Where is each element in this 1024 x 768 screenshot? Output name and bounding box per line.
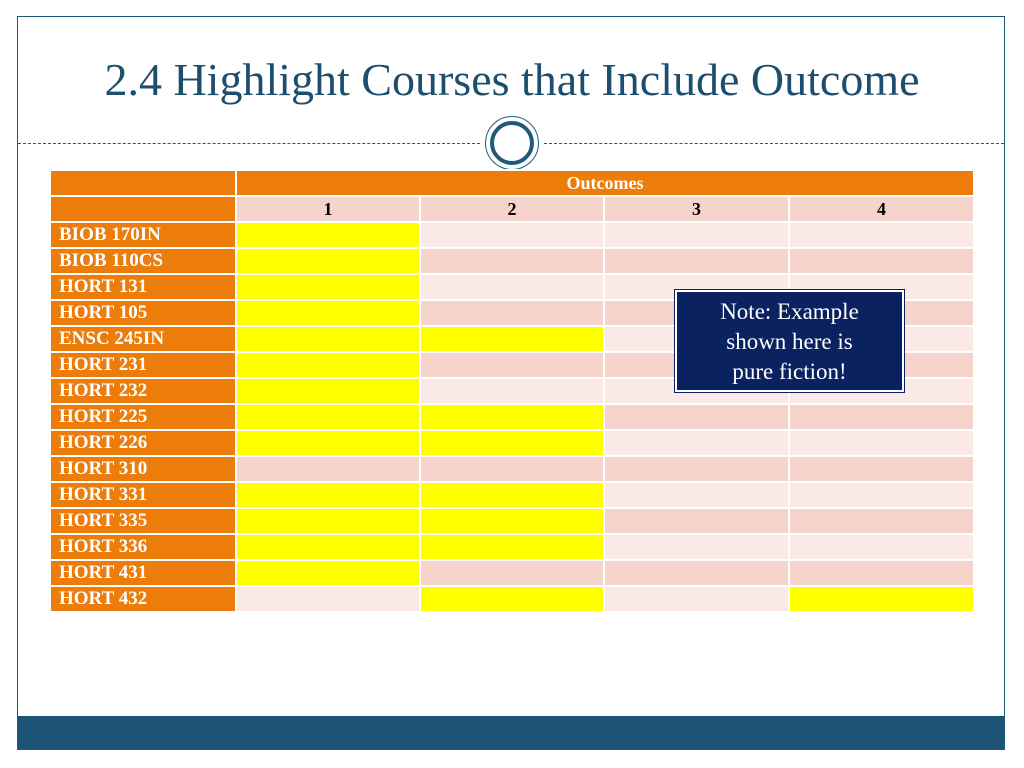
fiction-note [675,290,904,392]
outcome-cell-highlighted [420,404,604,430]
outcome-cell [789,482,974,508]
outcome-cell [604,586,789,612]
number-row-corner-cell [50,196,236,222]
table-body [50,222,974,612]
outcome-cell-highlighted [420,482,604,508]
outcome-cell-highlighted [236,430,420,456]
outcome-number-header: 2 [420,196,604,222]
outcomes-group-header: Outcomes [236,170,974,196]
table-row [50,222,974,248]
course-name-cell: HORT 310 [50,456,236,482]
outcome-number-header: 3 [604,196,789,222]
outcome-number-header: 4 [789,196,974,222]
table-row [50,456,974,482]
outcome-cell [789,404,974,430]
outcome-cell [420,300,604,326]
slide-title: 2.4 Highlight Courses that Include Outcome [104,54,920,105]
table-row [50,248,974,274]
table-row [50,404,974,430]
title-divider-left [18,143,480,144]
outcome-cell [420,222,604,248]
course-name-cell: HORT 335 [50,508,236,534]
course-name-cell: HORT 336 [50,534,236,560]
table-row [50,560,974,586]
outcome-cell-highlighted [236,248,420,274]
divider-ring-inner-icon [490,121,534,165]
outcome-cell-highlighted [236,404,420,430]
outcome-cell-highlighted [420,326,604,352]
outcome-cell [420,352,604,378]
course-name-cell: HORT 131 [50,274,236,300]
outcome-cell [789,248,974,274]
outcome-cell [420,248,604,274]
course-name-cell: HORT 232 [50,378,236,404]
outcome-cell [789,456,974,482]
course-name-cell: ENSC 245IN [50,326,236,352]
course-name-cell: HORT 226 [50,430,236,456]
course-name-cell: HORT 225 [50,404,236,430]
course-name-cell: BIOB 170IN [50,222,236,248]
outcome-cell [604,560,789,586]
outcome-cell-highlighted [420,430,604,456]
outcome-cell-highlighted [236,274,420,300]
outcome-cell [604,534,789,560]
table-row [50,482,974,508]
table-row [50,534,974,560]
outcome-cell [789,508,974,534]
outcome-cell-highlighted [236,378,420,404]
note-line: pure fiction! [732,359,847,384]
course-name-cell: HORT 105 [50,300,236,326]
table-header-row [50,170,974,196]
outcome-cell [604,222,789,248]
outcome-cell [236,456,420,482]
outcome-cell-highlighted [236,560,420,586]
outcome-cell [789,222,974,248]
outcome-cell [789,430,974,456]
footer-bar [18,716,1004,749]
outcome-cell-highlighted [420,586,604,612]
outcome-cell [604,482,789,508]
outcome-cell-highlighted [236,508,420,534]
course-name-cell: HORT 431 [50,560,236,586]
outcome-cell [420,456,604,482]
outcome-cell-highlighted [789,586,974,612]
outcome-cell-highlighted [236,534,420,560]
outcome-number-header: 1 [236,196,420,222]
course-name-cell: HORT 331 [50,482,236,508]
outcome-cell [604,404,789,430]
outcome-cell-highlighted [236,326,420,352]
outcome-cell-highlighted [236,222,420,248]
outcome-cell-highlighted [236,482,420,508]
outcome-number-row [50,196,974,222]
outcome-cell [420,560,604,586]
course-name-cell: BIOB 110CS [50,248,236,274]
note-line: Note: Example [720,299,859,324]
course-name-cell: HORT 432 [50,586,236,612]
course-name-cell: HORT 231 [50,352,236,378]
table-row [50,508,974,534]
title-divider-right [544,143,1004,144]
outcome-cell [789,534,974,560]
note-line: shown here is [726,329,853,354]
outcome-cell [420,378,604,404]
header-corner-cell [50,170,236,196]
outcome-cell-highlighted [236,352,420,378]
outcome-cell-highlighted [420,508,604,534]
outcome-cell-highlighted [236,300,420,326]
outcome-cell [789,560,974,586]
outcome-cell [604,430,789,456]
outcome-cell [236,586,420,612]
outcome-cell [420,274,604,300]
table-row [50,586,974,612]
outcome-cell-highlighted [420,534,604,560]
outcome-cell [604,456,789,482]
outcome-cell [604,248,789,274]
outcome-cell [604,508,789,534]
table-row [50,430,974,456]
